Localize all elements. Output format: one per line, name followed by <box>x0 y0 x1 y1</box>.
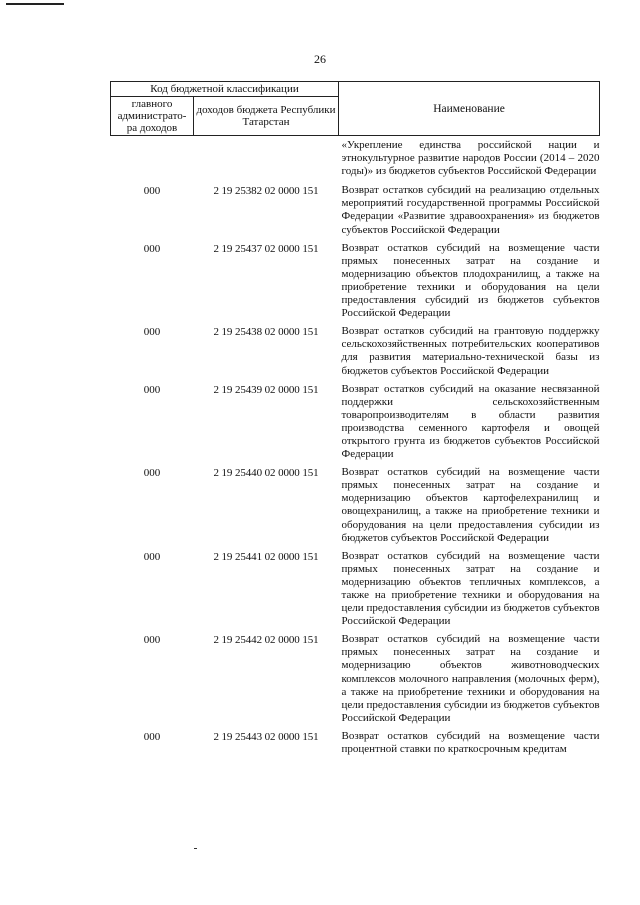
income-name: Возврат остатков субсидий на грантовую поддержку сельскохозяйственных потребительских кооперативов для развития материально-технической базы из бюджетов субъектов Российской Федерации <box>341 325 600 377</box>
table-row <box>111 383 600 467</box>
income-name: Возврат остатков субсидий на возмещение части процентной ставки по краткосрочным кредитам <box>341 729 600 756</box>
scan-mark <box>194 848 197 849</box>
scan-mark <box>6 3 64 5</box>
income-name: Возврат остатков субсидий на оказание несвязанной поддержки сельскохозяйственным товаропроизводителям в области развития производства семенного картофеля и овощей открытого грунта из бюджетов субъектов Российской Федерации <box>341 382 600 461</box>
income-name: Возврат остатков субсидий на возмещение части прямых понесенных затрат на создание и модернизацию объектов плодохранилищ, а также на приобретение техники и оборудования на цели предоставления субсидий из бюджетов субъектов Российской Федерации <box>341 241 600 320</box>
admin-code: 000 <box>143 185 161 198</box>
admin-code: 000 <box>143 383 161 396</box>
admin-code: 000 <box>143 326 161 339</box>
header-name: Наименование <box>339 82 600 136</box>
table-row <box>111 633 600 730</box>
income-code: 2 19 25440 02 0000 151 <box>213 467 319 480</box>
table-row <box>111 325 600 382</box>
table-row <box>111 730 600 761</box>
admin-code: 000 <box>143 634 161 647</box>
header-code-group: Код бюджетной классификации <box>111 82 339 97</box>
income-name: Возврат остатков субсидий на возмещение части прямых понесенных затрат на создание и модернизацию объектов картофелехранилищ и овощехранилищ, а также на приобретение техники и оборудования на цели предоставления субсидии из бюджетов субъектов Российской Федерации <box>341 466 600 544</box>
admin-code: 000 <box>143 242 161 255</box>
income-code: 2 19 25442 02 0000 151 <box>213 634 319 647</box>
income-code: 2 19 25439 02 0000 151 <box>213 383 319 396</box>
income-name: Возврат остатков субсидий на возмещение части прямых понесенных затрат на создание и модернизацию объектов тепличных комплексов, а также на приобретение техники и оборудования на цели предоставления субсидии из бюджетов субъектов Российской Федерации <box>341 549 600 628</box>
table-row <box>111 184 600 241</box>
continuation-text: «Укрепление единства российской нации и этнокультурное развитие народов России (2014 – 2020 годы)» из бюджетов субъектов Российской Федерации <box>341 139 600 178</box>
page-number: 26 <box>314 52 326 66</box>
continuation-row <box>111 136 600 185</box>
admin-code: 000 <box>143 730 161 743</box>
income-name: Возврат остатков субсидий на реализацию отдельных мероприятий государственной программы Российской Федерации «Развитие здравоохранения» из бюджетов субъектов Российской Федерации <box>341 184 600 236</box>
admin-code: 000 <box>143 550 161 563</box>
income-code: 2 19 25382 02 0000 151 <box>213 185 319 198</box>
income-code: 2 19 25441 02 0000 151 <box>213 550 319 563</box>
header-income-code: доходов бюджета Республики Татарстан <box>194 97 339 136</box>
income-code: 2 19 25438 02 0000 151 <box>213 326 319 339</box>
table-row <box>111 242 600 326</box>
income-code: 2 19 25437 02 0000 151 <box>213 242 319 255</box>
income-code: 2 19 25443 02 0000 151 <box>213 730 319 743</box>
table-row <box>111 466 600 550</box>
admin-code: 000 <box>143 467 161 480</box>
income-name: Возврат остатков субсидий на возмещение части прямых понесенных затрат на создание и модернизацию объектов животноводческих комплексов молочного направления (молочных ферм), а также на приобретение техники и оборудования на цели предоставления субсидии из бюджетов субъектов Российской Федерации <box>341 633 600 724</box>
budget-classification-table <box>110 81 599 761</box>
header-admin-code: главного администрато-ра доходов <box>111 97 194 136</box>
table-row <box>111 550 600 634</box>
